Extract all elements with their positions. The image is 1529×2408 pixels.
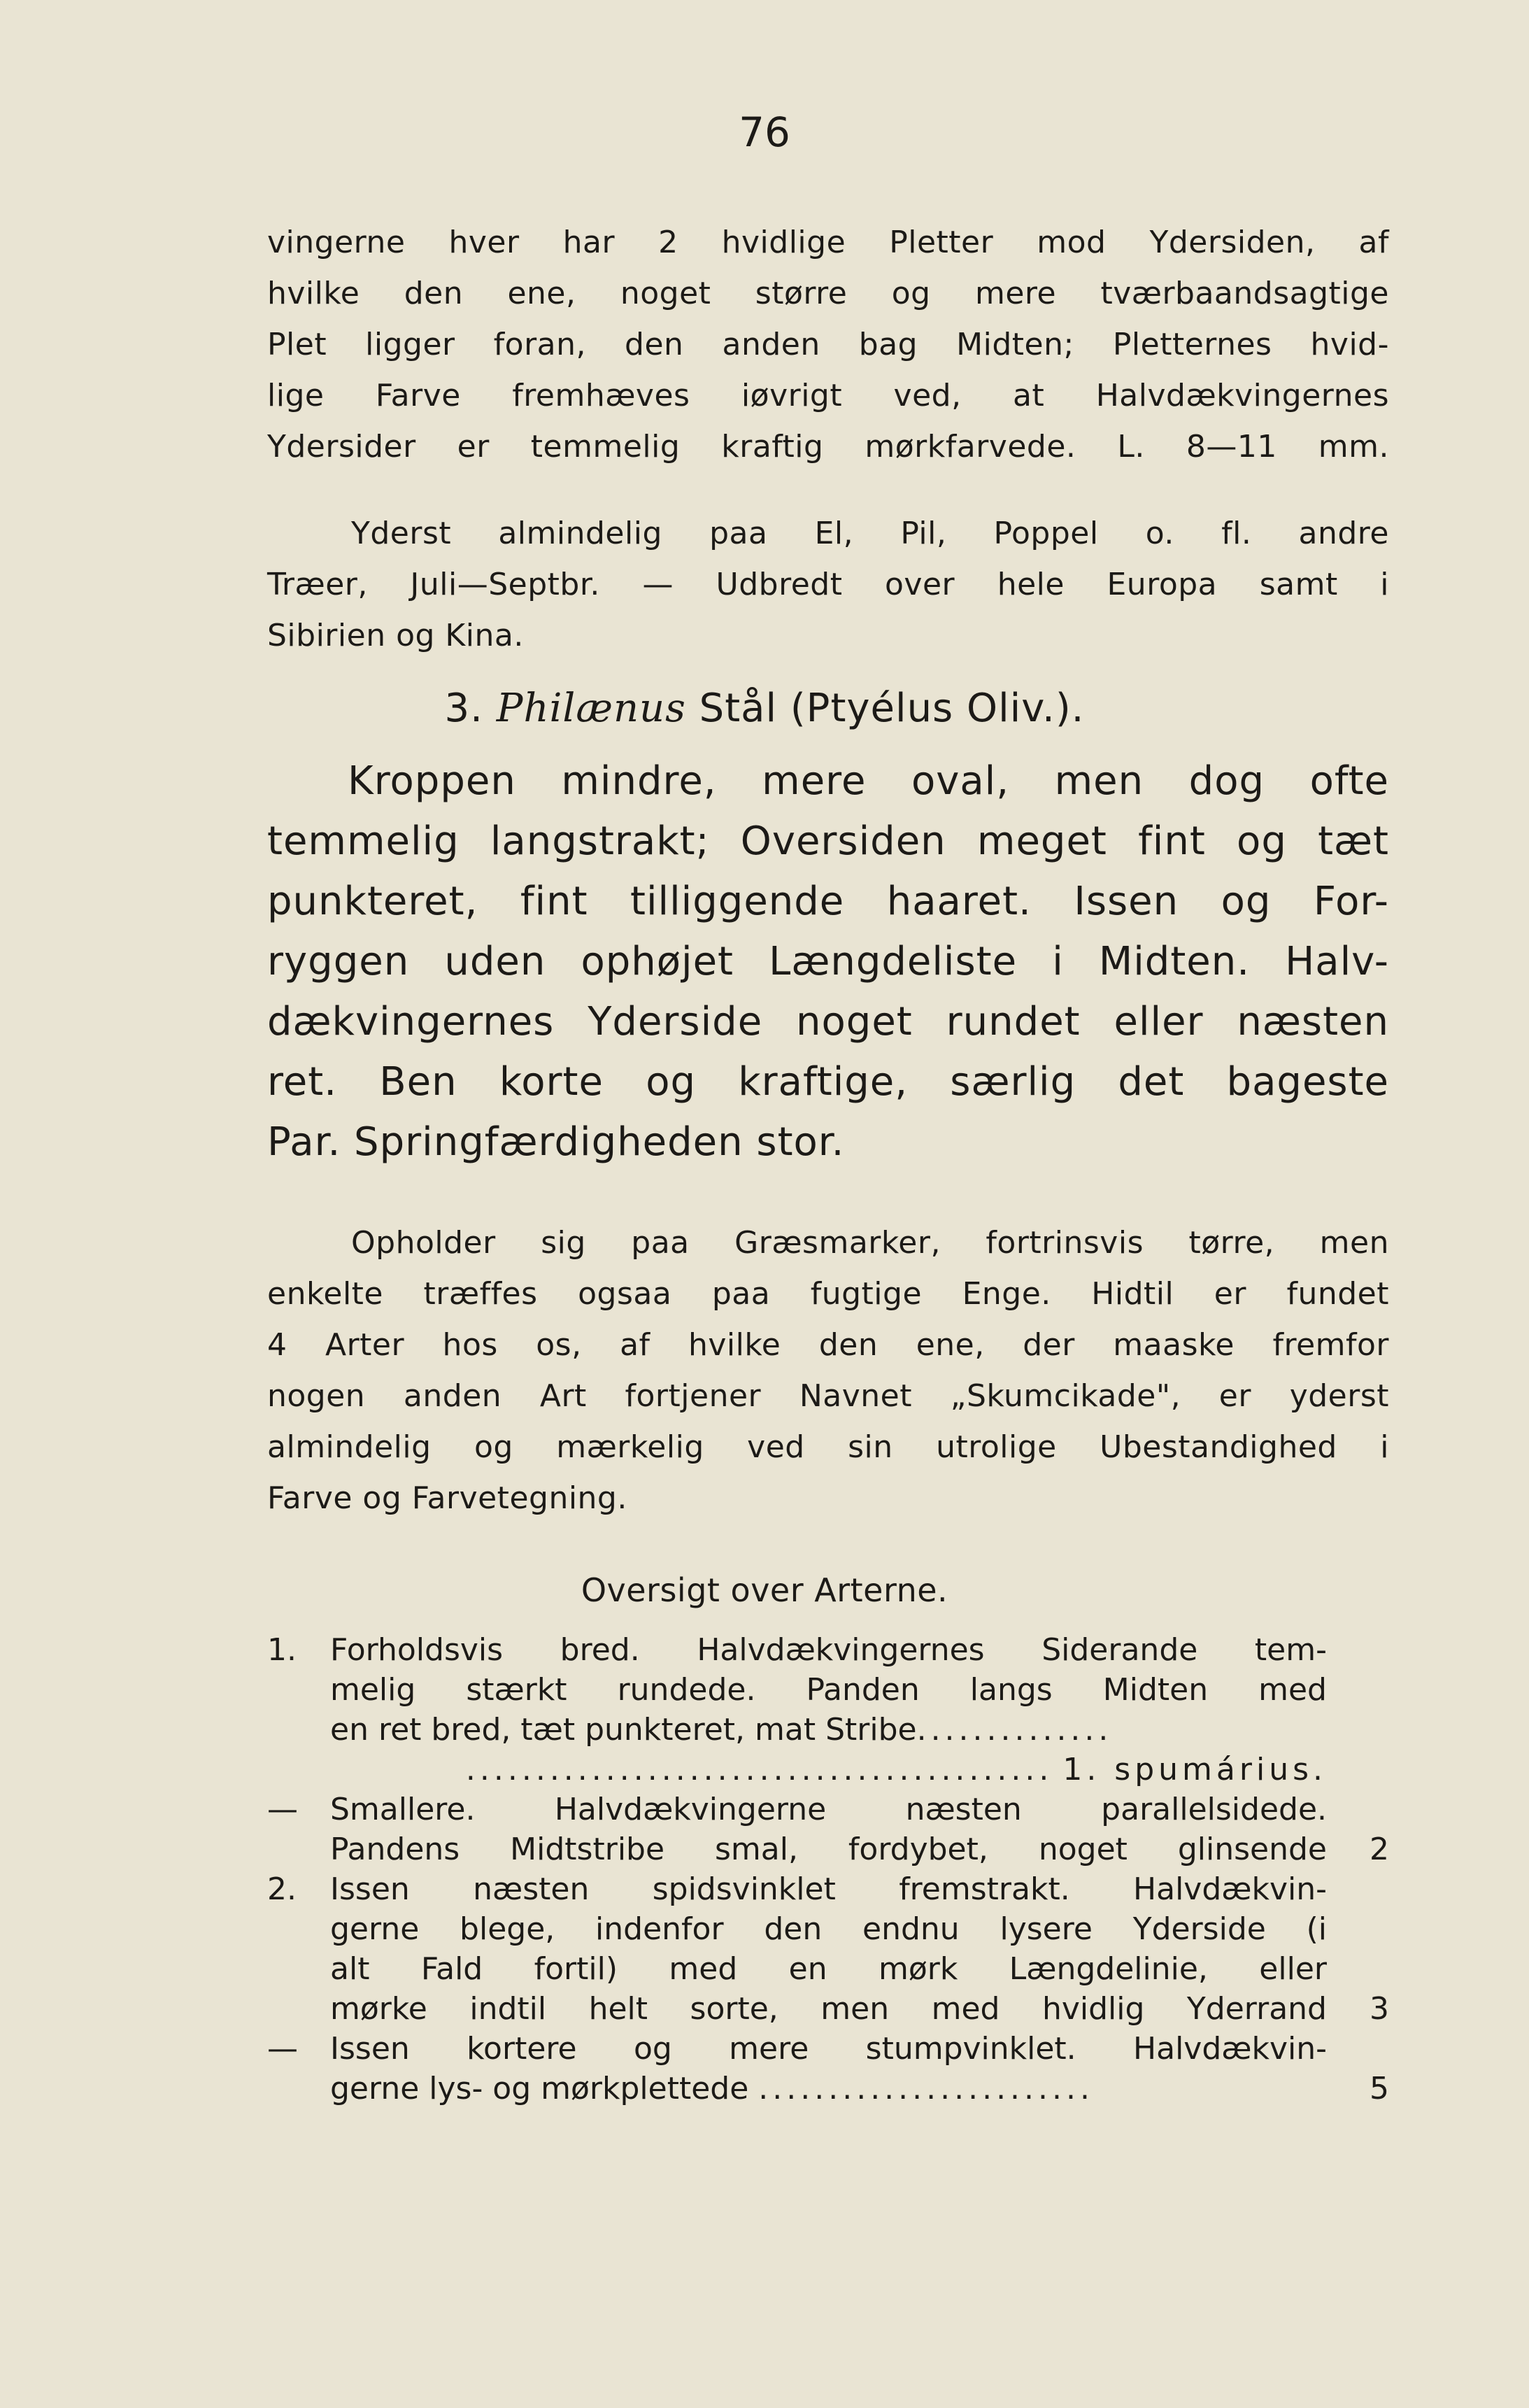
key-text-content: en ret bred, tæt punkteret, mat Stribe <box>330 1712 917 1748</box>
genus-description <box>267 751 1389 1173</box>
leader-dots: .......................................... <box>465 1752 1053 1787</box>
key-row <box>267 1869 1389 1909</box>
key-ref: 5 <box>1370 2071 1389 2106</box>
text-line: Yderst almindelig paa El, Pil, Poppel o. fl. andre <box>351 516 1389 551</box>
text-line: lige Farve fremhæves iøvrigt ved, at Halvdækvingernes <box>267 378 1389 413</box>
key-marker: 1. <box>267 1632 297 1668</box>
text-line: punkteret, fint tilliggende haaret. Issen og For- <box>267 879 1389 924</box>
leader-dots: ........................ <box>758 2071 1094 2106</box>
key-text: Issen kortere og mere stumpvinklet. Halvdækvin- <box>330 2031 1327 2067</box>
text-line: 4 Arter hos os, af hvilke den ene, der maaske fremfor <box>267 1327 1389 1363</box>
key-marker: — <box>267 1792 298 1827</box>
text-line: Sibirien og Kina. <box>267 618 524 653</box>
text-line: Ydersider er temmelig kraftig mørkfarvede. L. 8—11 mm. <box>267 429 1389 465</box>
text-line: vingerne hver har 2 hvidlige Pletter mod Ydersiden, af <box>267 225 1389 260</box>
key-row <box>267 1829 1389 1869</box>
paragraph-2 <box>267 508 1389 661</box>
text-line: ryggen uden ophøjet Længdeliste i Midten. Halv- <box>267 939 1389 984</box>
key-text: Smallere. Halvdækvingerne næsten parallelsidede. <box>330 1792 1327 1827</box>
key-text: mørke indtil helt sorte, men med hvidlig Yderrand <box>330 1991 1327 2027</box>
text-line: Plet ligger foran, den anden bag Midten; Pletternes hvid- <box>267 327 1389 362</box>
key-text: alt Fald fortil) med en mørk Længdelinie, eller <box>330 1951 1327 1987</box>
page-number: 76 <box>739 108 790 156</box>
overview-heading: Oversigt over Arterne. <box>581 1571 948 1609</box>
text-line: Farve og Farvetegning. <box>267 1480 627 1516</box>
key-text: Issen næsten spidsvinklet fremstrakt. Halvdækvin- <box>330 1871 1327 1907</box>
key-text <box>330 1710 1327 1750</box>
key-row <box>267 1989 1389 2029</box>
text-line: temmelig langstrakt; Oversiden meget fint og tæt <box>267 819 1389 864</box>
text-line: Opholder sig paa Græsmarker, fortrinsvis tørre, men <box>351 1225 1389 1261</box>
text-line: ret. Ben korte og kraftige, særlig det bageste <box>267 1059 1389 1105</box>
text-line: Kroppen mindre, mere oval, men dog ofte <box>348 758 1389 804</box>
text-line: dækvingernes Yderside noget rundet eller næsten <box>267 999 1389 1044</box>
key-marker: 2. <box>267 1871 297 1907</box>
key-text: melig stærkt rundede. Panden langs Midten med <box>330 1672 1327 1708</box>
key-text: gerne blege, indenfor den endnu lysere Yderside (i <box>330 1911 1327 1947</box>
key-row <box>267 2029 1389 2069</box>
key-row <box>267 1909 1389 1949</box>
key-row <box>267 1630 1389 1670</box>
key-row <box>267 1949 1389 1989</box>
key-text <box>330 1750 1327 1790</box>
key-text <box>330 2069 1327 2109</box>
species-key <box>267 1630 1389 2109</box>
genus-number: 3. <box>444 686 483 731</box>
paragraph-1 <box>267 217 1389 472</box>
key-ref: 2 <box>1370 1832 1389 1867</box>
key-marker: — <box>267 2031 298 2067</box>
leader-dots: .............. <box>916 1712 1113 1748</box>
text-line: Par. Springfærdigheden stor. <box>267 1119 845 1165</box>
genus-author: Stål (Ptyélus Oliv.). <box>699 686 1085 731</box>
text-line: almindelig og mærkelig ved sin utrolige Ubestandighed i <box>267 1429 1389 1465</box>
key-ref: 3 <box>1370 1991 1389 2027</box>
key-row <box>267 1790 1389 1829</box>
text-line: enkelte træffes ogsaa paa fugtige Enge. Hidtil er fundet <box>267 1276 1389 1312</box>
genus-name: Philænus <box>496 686 686 731</box>
text-line: nogen anden Art fortjener Navnet „Skumcikade", er yderst <box>267 1378 1389 1414</box>
paragraph-4 <box>267 1217 1389 1524</box>
text-line: hvilke den ene, noget større og mere tværbaandsagtige <box>267 276 1389 311</box>
key-text: Pandens Midtstribe smal, fordybet, noget glinsende <box>330 1832 1327 1867</box>
key-row <box>267 2069 1389 2109</box>
text-line: Træer, Juli—Septbr. — Udbredt over hele Europa samt i <box>267 567 1389 602</box>
species-name: 1. spumárius. <box>1062 1752 1327 1787</box>
key-row <box>267 1750 1389 1790</box>
key-row <box>267 1670 1389 1710</box>
key-text-content: gerne lys- og mørkplettede <box>330 2071 749 2106</box>
key-text: Forholdsvis bred. Halvdækvingernes Siderande tem- <box>330 1632 1327 1668</box>
key-row <box>267 1710 1389 1750</box>
genus-heading <box>0 686 1529 731</box>
